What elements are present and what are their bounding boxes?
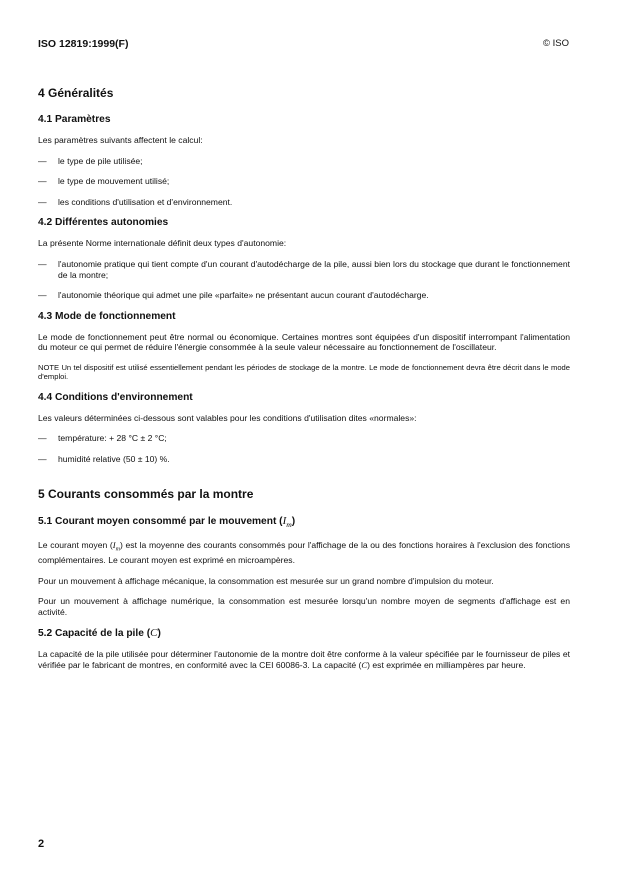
section-5-1-heading: 5.1 Courant moyen consommé par le mouvement $(I_m)$ bbox=[38, 514, 296, 529]
section-5-1-paragraph-1: Le courant moyen $(I_m)$ est la moyenne des courants consommés pour l'affichage de la ou des fonctions horaires à l'exclusion des fonctions complémentaires. Le courant moyen est exprimé en microampères. bbox=[38, 539, 570, 566]
dash: — bbox=[38, 290, 47, 301]
dash: — bbox=[38, 433, 47, 444]
current-symbol: $I_m$ bbox=[282, 514, 292, 529]
current-symbol: $I_m$ bbox=[112, 539, 121, 553]
section-4-3-heading: 4.3 Mode de fonctionnement bbox=[38, 310, 176, 322]
note: NOTE Un tel dispositif est utilisé essentiellement pendant les périodes de stockage de la montre. Le mode de fonctionnement devra être décrit dans le mode d'emploi. bbox=[38, 362, 570, 382]
page-number: 2 bbox=[38, 838, 45, 850]
list-item: — humidité relative (50 ± 10) %. bbox=[38, 453, 170, 464]
copyright-mark: © ISO bbox=[542, 38, 569, 49]
list-item: — les conditions d'utilisation et d'environnement. bbox=[38, 196, 233, 207]
capacity-symbol: C bbox=[150, 627, 158, 640]
list-item: — l'autonomie pratique qui tient compte d'un courant d'autodécharge de la pile, aussi bien lors du stockage que durant le fonctionnement de la montre; bbox=[38, 258, 570, 280]
dash: — bbox=[38, 258, 47, 269]
section-4-2-intro: La présente Norme internationale définit deux types d'autonomie: bbox=[38, 238, 287, 249]
list-item: — le type de mouvement utilisé; bbox=[38, 176, 170, 187]
dash: — bbox=[38, 176, 47, 187]
section-4-4-intro: Les valeurs déterminées ci-dessous sont valables pour les conditions d'utilisation dites «normales»: bbox=[38, 412, 417, 423]
section-5-heading: 5 Courants consommés par la montre bbox=[38, 486, 254, 501]
section-4-2-heading: 4.2 Différentes autonomies bbox=[38, 217, 169, 229]
page-content bbox=[38, 86, 570, 681]
section-5-2-paragraph: La capacité de la pile utilisée pour déterminer l'autonomie de la montre doit être conforme à la valeur spécifiée par le fournisseur de piles et vérifiée par le fabricant de montres, en conformité avec la CEI 60086-3. La capacité (C) est exprimée en milliampères par heure. bbox=[38, 649, 570, 670]
section-5-1-paragraph-2: Pour un mouvement à affichage mécanique, la consommation est mesurée sur un grand nombre d'impulsion du moteur. bbox=[38, 575, 494, 586]
section-4-1-heading: 4.1 Paramètres bbox=[38, 114, 111, 125]
list-item: — l'autonomie théorique qui admet une pile «parfaite» ne présentant aucun courant d'autodécharge. bbox=[38, 290, 429, 301]
section-5-1-paragraph-3: Pour un mouvement à affichage numérique, la consommation est mesurée lorsqu'un nombre moyen de segments d'affichage est en activité. bbox=[38, 596, 570, 617]
section-4-heading: 4 Généralités bbox=[38, 86, 114, 100]
section-4-3-text: Le mode de fonctionnement peut être normal ou économique. Certaines montres sont équipées d'un dispositif interrompant l'alimentation du moteur ce qui permet de réduire l'énergie consommée à la seule valeur nécessaire au fonctionnement de l'oscillateur. bbox=[38, 331, 570, 353]
section-4-1-intro: Les paramètres suivants affectent le calcul: bbox=[38, 135, 203, 145]
list-item: — température: + 28 °C ± 2 °C; bbox=[38, 433, 167, 444]
section-5-2-heading: 5.2 Capacité de la pile (C) bbox=[38, 627, 161, 640]
section-4-4-heading: 4.4 Conditions d'environnement bbox=[38, 391, 193, 403]
list-item: — le type de pile utilisée; bbox=[38, 155, 143, 166]
dash: — bbox=[38, 453, 47, 464]
capacity-symbol: C bbox=[361, 660, 368, 670]
dash: — bbox=[38, 196, 47, 207]
dash: — bbox=[38, 155, 47, 166]
standard-reference: ISO 12819:1999(F) bbox=[38, 38, 129, 50]
